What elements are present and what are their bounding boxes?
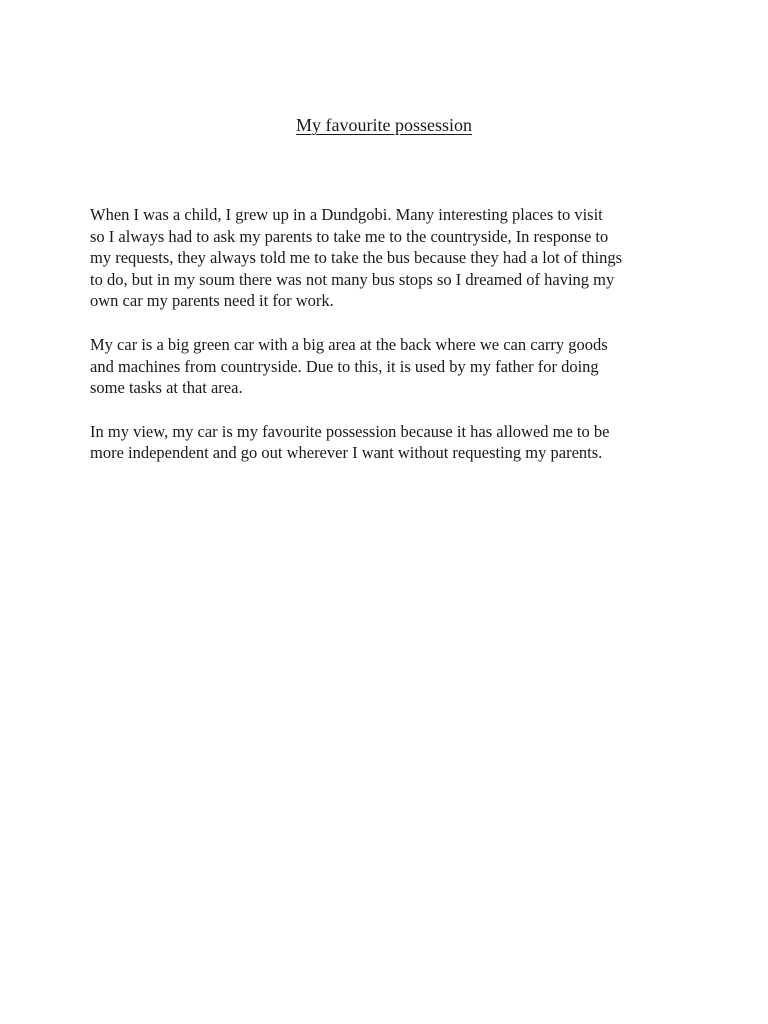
text-line: own car my parents need it for work. xyxy=(90,291,334,311)
text-line: to do, but in my soum there was not many bus stops so I dreamed of having my xyxy=(90,269,615,289)
document-title: My favourite possession xyxy=(296,115,472,135)
text-line: so I always had to ask my parents to take me to the countryside, In response to xyxy=(90,226,609,246)
text-line: my requests, they always told me to take the bus because they had a lot of things xyxy=(90,248,622,268)
text-line: When I was a child, I grew up in a Dundgobi. Many interesting places to visit xyxy=(90,205,603,224)
text-line: In my view, my car is my favourite possession because it has allowed me to be xyxy=(90,421,610,441)
paragraph-2 xyxy=(90,334,690,399)
paragraph-1 xyxy=(90,204,690,312)
text-line: some tasks at that area. xyxy=(90,378,243,398)
document-body xyxy=(90,204,690,486)
text-line: My car is a big green car with a big area at the back where we can carry goods xyxy=(90,334,608,354)
text-line: more independent and go out wherever I want without requesting my parents. xyxy=(90,443,603,463)
text-line: and machines from countryside. Due to this, it is used by my father for doing xyxy=(90,356,599,376)
paragraph-3 xyxy=(90,421,690,464)
